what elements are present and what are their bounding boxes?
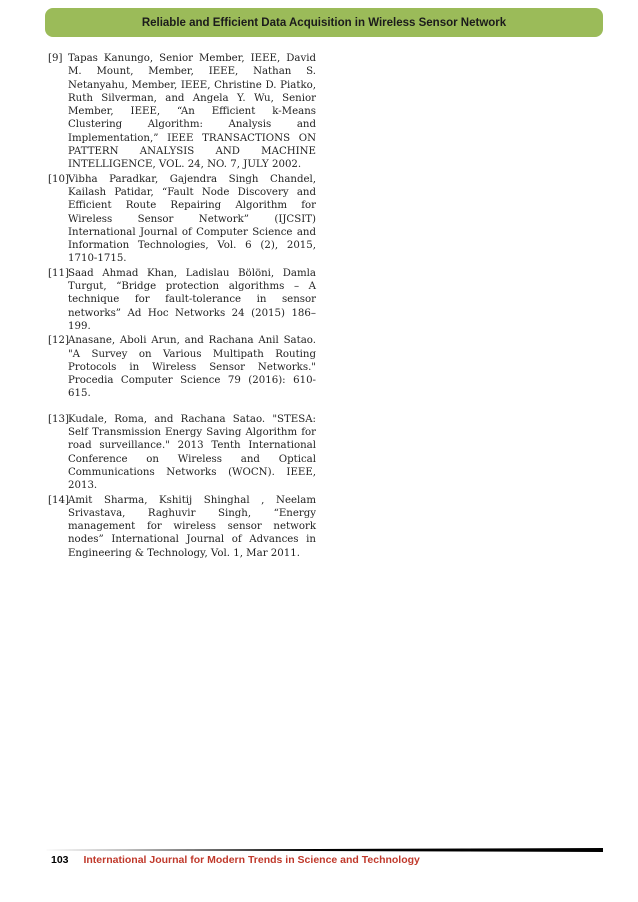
reference-list [48,52,316,561]
reference-number: [9] [48,53,63,64]
running-header [45,8,603,37]
footer-rule-wedge [42,848,603,852]
running-header-title: Reliable and Efficient Data Acquisition in Wireless Sensor Network [141,16,507,29]
reference-text: Kudale, Roma, and Rachana Satao. "STESA: Self Transmission Energy Saving Algorithm for road surveillance." 2013 Tenth International Conference on Wireless and Optical Communications Networks (WOCN). IEEE, 2013. [68,413,316,492]
reference-text: Amit Sharma, Kshitij Shinghal , Neelam Srivastava, Raghuvir Singh, “Energy management for wireless sensor network nodes” International Journal of Advances in Engineering & Technology, Vol. 1, Mar 2011. [68,494,316,559]
reference-text: Anasane, Aboli Arun, and Rachana Anil Satao. "A Survey on Various Multipath Routing Protocols in Wireless Sensor Networks." Procedia Computer Science 79 (2016): 610-615. [68,335,316,400]
reference-number: [14] [48,494,69,506]
reference-number: [13] [48,413,69,425]
reference-number: [12] [48,335,69,347]
reference-text: Saad Ahmad Khan, Ladislau Bölöni, Damla Turgut, “Bridge protection algorithms – A technique for fault-tolerance in sensor networks” Ad Hoc Networks 24 (2015) 186–199. [68,267,316,332]
reference-item [48,267,316,333]
reference-text: Vibha Paradkar, Gajendra Singh Chandel, Kailash Patidar, “Fault Node Discovery and Efficient Route Repairing Algorithm for Wireless Sensor Network” (IJCSIT) International Journal of Computer Science and Information Technologies, Vol. 6 (2), 2015, 1710-1715. [68,173,316,265]
reference-number: [10] [48,173,69,185]
footer-rule [42,848,603,852]
reference-item [48,173,316,266]
reference-item [48,52,316,172]
reference-item [48,494,316,560]
reference-item [48,413,316,493]
reference-text: Tapas Kanungo, Senior Member, IEEE, David M. Mount, Member, IEEE, Nathan S. Netanyahu, Member, IEEE, Christine D. Piatko, Ruth Silverman, and Angela Y. Wu, Senior Member, IEEE, “An Efficient k-Means Clustering Algorithm: Analysis and Implementation,” IEEE TRANSACTIONS ON PATTERN ANALYSIS AND MACHINE INTELLIGENCE, VOL. 24, NO. 7, JULY 2002. [68,53,316,171]
page-footer [51,854,420,866]
reference-item [48,334,316,400]
page-number: 103 [51,854,69,866]
reference-number: [11] [48,267,69,279]
journal-name: International Journal for Modern Trends in Science and Technology [83,854,420,866]
